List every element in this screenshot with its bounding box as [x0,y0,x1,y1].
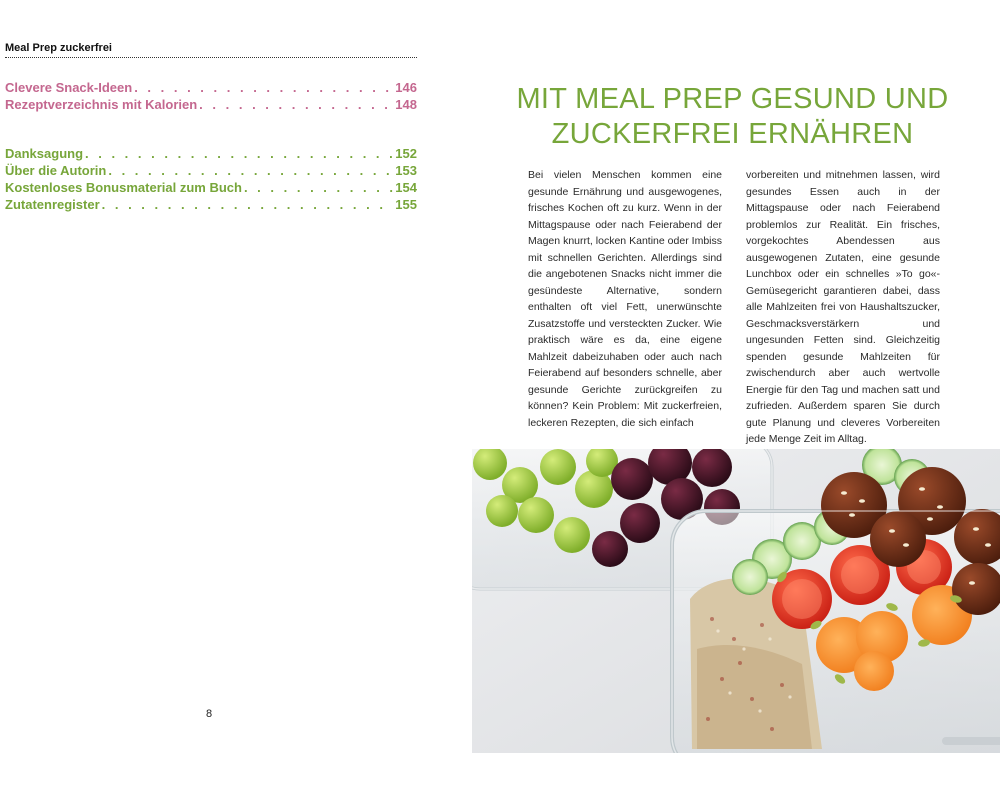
chapter-title-line: MIT MEAL PREP GESUND UND [516,83,949,115]
toc-entry-title: Clevere Snack-Ideen [5,80,133,95]
toc-entry[interactable] [5,97,417,114]
toc-entry[interactable] [5,197,417,214]
toc-leader-dots [85,146,393,161]
toc-green-group [5,146,417,214]
running-head: Meal Prep zuckerfrei [5,42,112,54]
body-column-left [528,167,722,431]
body-column-right [746,167,940,448]
toc-pink-group [5,80,417,114]
toc-leader-dots [244,180,393,195]
toc-entry-title: Zutatenregister [5,197,100,212]
toc-entry-page: 146 [395,80,417,95]
toc-leader-dots [134,80,393,95]
toc-entry-title: Über die Autorin [5,163,107,178]
toc-entry-page: 152 [395,146,417,161]
toc-entry-page: 154 [395,180,417,195]
toc-leader-dots [199,97,393,112]
body-paragraph: Bei vielen Menschen kommen eine gesunde Ernährung und ausgewogenes, frisches Kochen oft zu kurz. Wenn in der Mittagspause oder nach Feierabend der Magen knurrt, locken Kantine oder Imbiss mit schnellen Gerichten. Allerdings sind die angebotenen Snacks nicht immer die gesündeste Alternative, sondern enthalten oft viel Fett, unerwünschte Zusatzstoffe und versteckten Zucker. Wie praktisch wäre es da, eine eigene Mahlzeit dabeizuhaben oder auch nach Feierabend auf besonders schnelle, aber gesunde Gerichte zurückgreifen zu können? Kein Problem: Mit zuckerfreien, leckeren Rezepten, die sich einfach [528,169,722,429]
toc-leader-dots [108,163,393,178]
toc-entry-title: Rezeptverzeichnis mit Kalorien [5,97,198,112]
chapter-title-line: ZUCKERFREI ERNÄHREN [551,118,914,150]
toc-entry[interactable] [5,180,417,197]
toc-entry-page: 148 [395,97,417,112]
toc-entry-page: 155 [395,197,417,212]
body-paragraph: vorbereiten und mitnehmen lassen, wird gesundes Essen auch in der Mittagspause oder nach Feierabend problemlos zur Realität. Ein frisches, vorgekochtes Abendessen aus ausgewogenen Zutaten, eine gesunde Lunchbox oder ein schnelles »To go«-Gemüsegericht garantieren dabei, dass alle Mahlzeiten frei von Haushaltszucker, Geschmacksverstärkern und ungesunden Fetten sind. Gleichzeitig spenden gesunde Mahlzeiten für zwischendurch aber auch wertvolle Energie für den Tag und machen satt und zufrieden. Außerdem sparen Sie durch gute Planung und cleveres Vorbereiten jede Menge Zeit im Alltag. [746,169,940,445]
meal-prep-photo [472,449,1000,753]
toc-entry[interactable] [5,80,417,97]
page-number: 8 [206,708,213,720]
running-head-rule [5,57,417,58]
toc-entry[interactable] [5,146,417,163]
toc-entry-title: Danksagung [5,146,84,161]
chapter-title [500,82,965,152]
toc-leader-dots [102,197,394,212]
toc-entry[interactable] [5,163,417,180]
toc-entry-page: 153 [395,163,417,178]
toc-entry-title: Kostenloses Bonusmaterial zum Buch [5,180,242,195]
